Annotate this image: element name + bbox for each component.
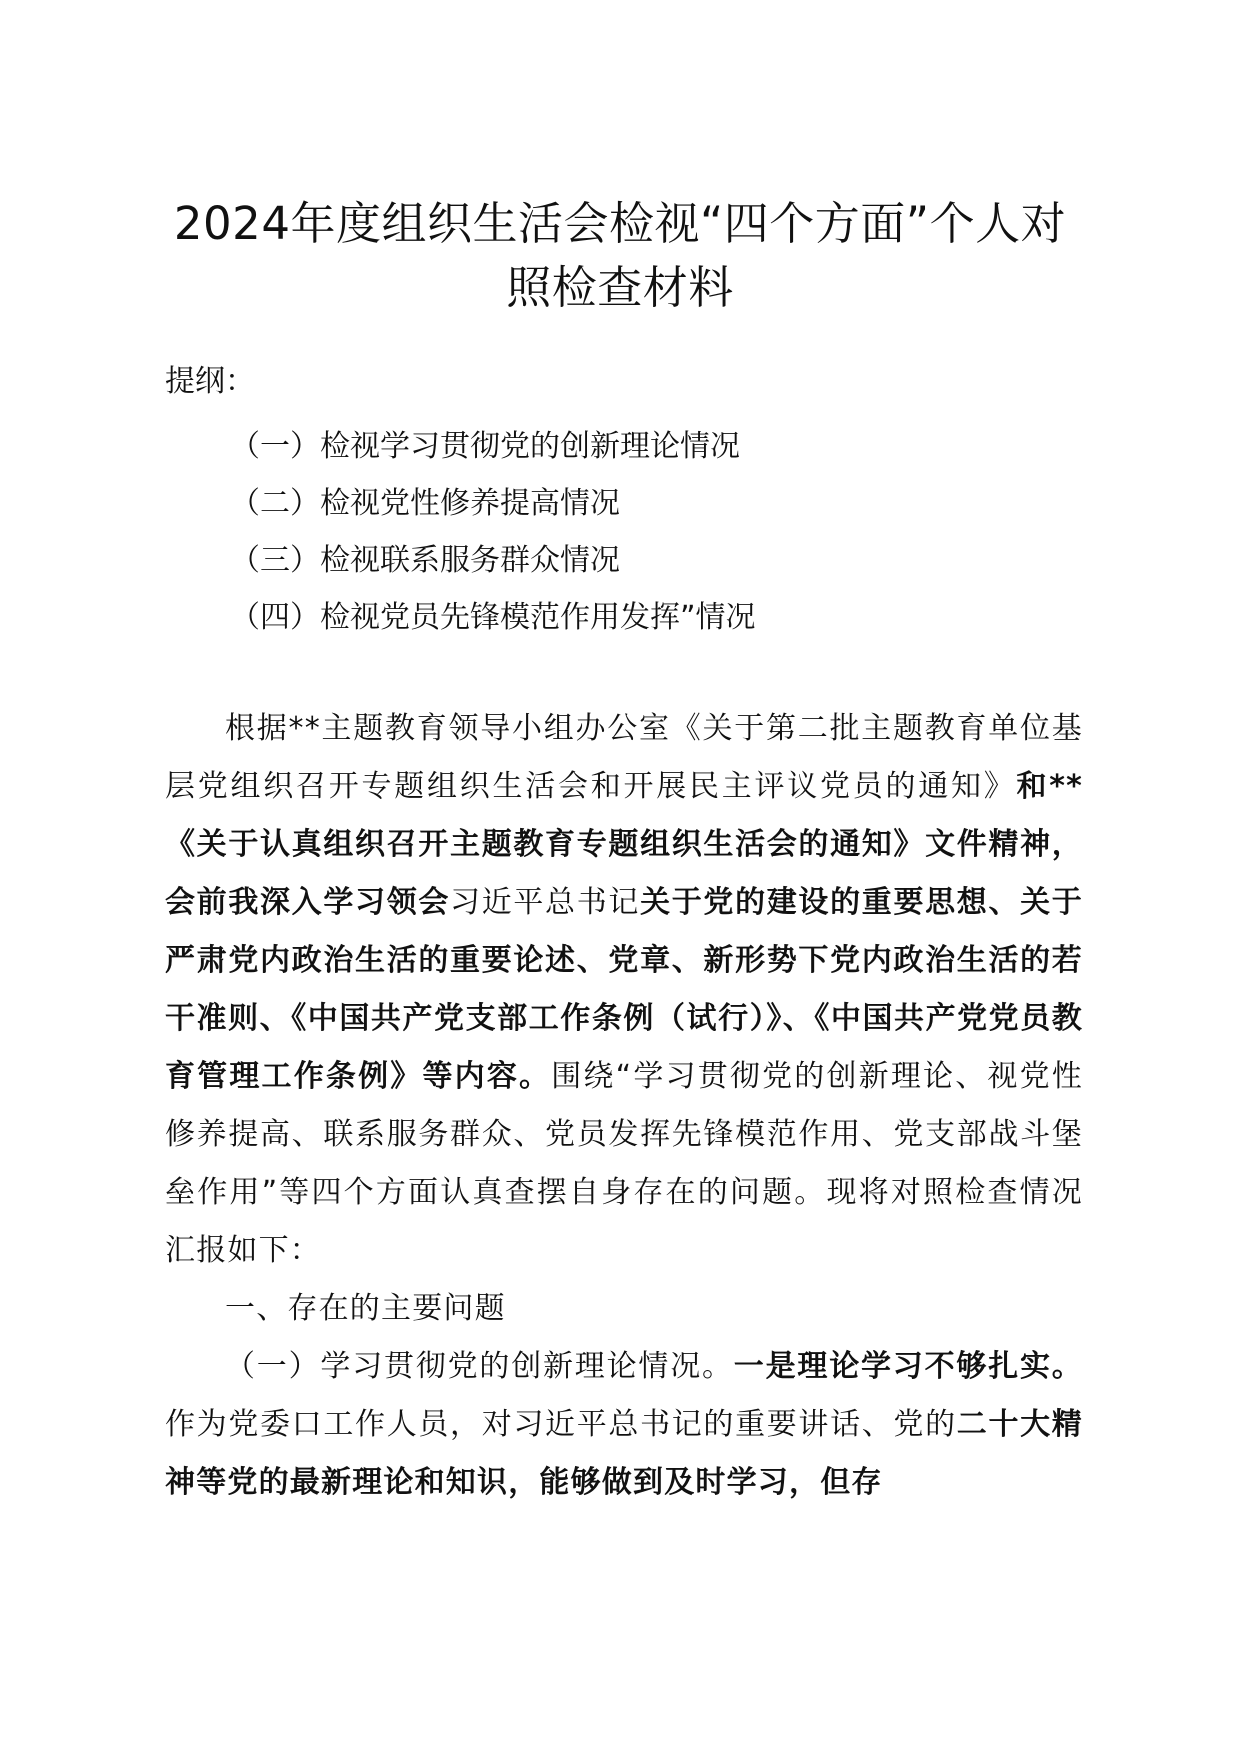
section-text-1: （一）学习贯彻党的创新理论情况。 [225, 1349, 734, 1384]
intro-text-5: 、《中国共产党党员教育管理工作条例》等内容。 [165, 1001, 1084, 1094]
title-line-2: 照检查材料 [506, 261, 734, 314]
intro-text-1: 根据**主题教育领导小组办公室《关于第二批主题教育单位基层党组织召开专题组织生活会和开展民主评议党员的通知》 [165, 711, 1083, 804]
section-paragraph [165, 1338, 1083, 1512]
document-title [150, 192, 1090, 320]
body-text [165, 700, 1083, 1512]
intro-text-4: 关于党的建设的重要思想、关于严肃党内政治生活的重要论述、党章、新形势下党内政治生活的若干准则、《中国共产党支部工作条例（试行）》 [165, 885, 1083, 1036]
title-line-1: 2024年度组织生活会检视“四个方面”个人对 [173, 197, 1067, 250]
intro-paragraph [165, 700, 1083, 1280]
section-text-3: 作为党委口工作人员，对习近平总书记的重要讲话、党的 [165, 1407, 957, 1442]
outline-item: （三）检视联系服务群众情况 [230, 543, 620, 578]
intro-text-2: 和**《关于认真组织召开主题教育专题组织生活会的通知》文件精神，会前我深入学习领会 [165, 769, 1083, 920]
outline-label: 提纲： [165, 364, 255, 399]
section-heading: 一、存在的主要问题 [225, 1291, 506, 1326]
intro-text-3: 习近平总书记 [450, 885, 641, 920]
intro-text-6: 围绕“学习贯彻党的创新理论、视党性修养提高、联系服务群众、党员发挥先锋模范作用、党支部战斗堡垒作用”等四个方面认真查摆自身存在的问题。现将对照检查情况汇报如下： [165, 1059, 1083, 1268]
section-text-4: 二十大精神等党的最新理论和知识，能够做到及时学习，但存 [165, 1407, 1083, 1500]
outline-item: （一）检视学习贯彻党的创新理论情况 [230, 429, 740, 464]
section-text-2: 一是理论学习不够扎实。 [733, 1349, 1083, 1384]
outline-item: （四）检视党员先锋模范作用发挥”情况 [230, 600, 756, 635]
outline-item: （二）检视党性修养提高情况 [230, 486, 620, 521]
outline-list [230, 418, 756, 646]
